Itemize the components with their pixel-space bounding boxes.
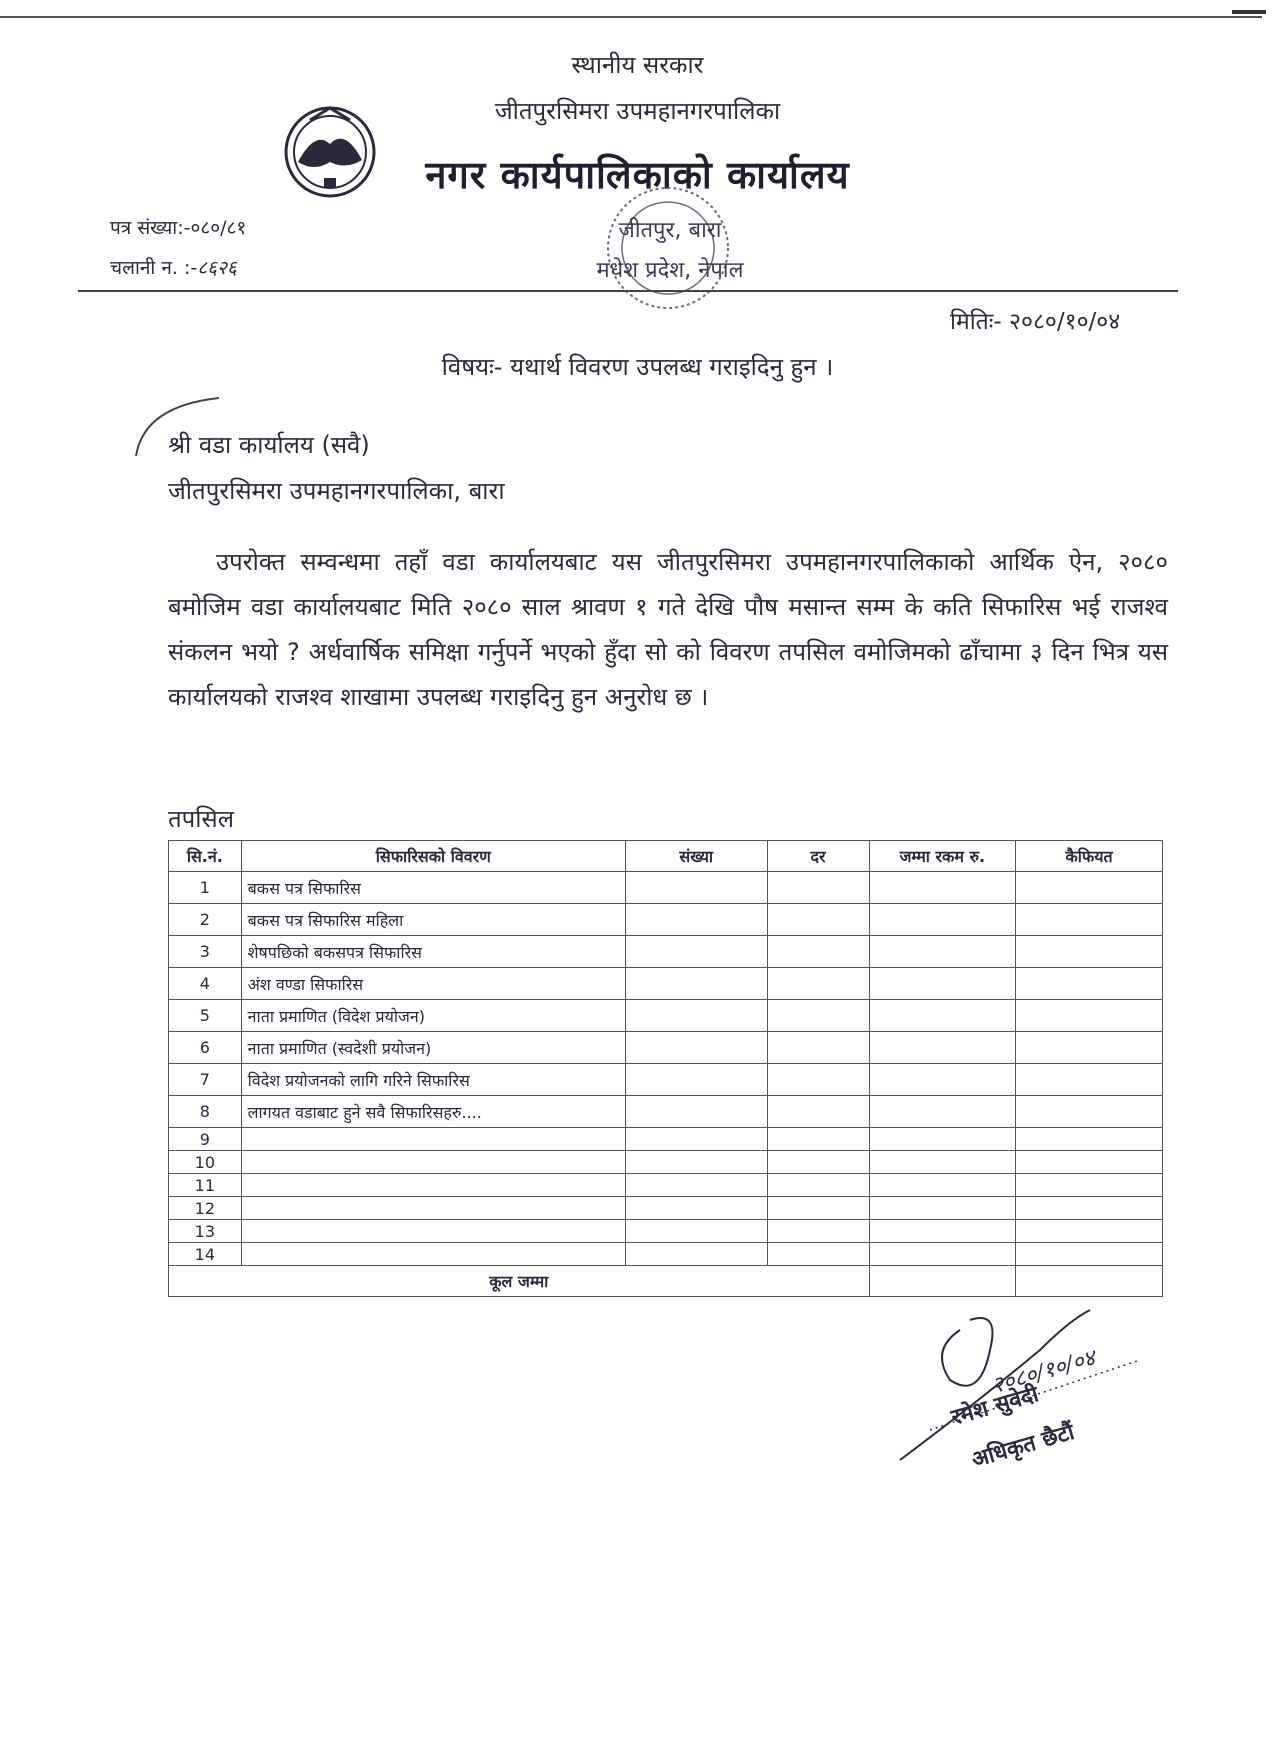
amount-cell [869, 1032, 1016, 1064]
serial-cell: 10 [169, 1151, 242, 1174]
count-cell [625, 1128, 767, 1151]
serial-cell: 6 [169, 1032, 242, 1064]
table-row [169, 1174, 1163, 1197]
remarks-cell [1016, 1197, 1163, 1220]
serial-cell: 11 [169, 1174, 242, 1197]
amount-cell [869, 936, 1016, 968]
remarks-cell [1016, 872, 1163, 904]
amount-cell [869, 1000, 1016, 1032]
remarks-cell [1016, 1243, 1163, 1266]
top-border-line [0, 16, 1262, 18]
count-cell [625, 1064, 767, 1096]
description-cell: बकस पत्र सिफारिस महिला [241, 904, 625, 936]
serial-cell: 12 [169, 1197, 242, 1220]
rate-cell [767, 1151, 869, 1174]
rate-cell [767, 1032, 869, 1064]
rate-cell [767, 968, 869, 1000]
remarks-cell [1016, 1000, 1163, 1032]
serial-cell: 7 [169, 1064, 242, 1096]
table-row [169, 1096, 1163, 1128]
header-description: सिफारिसको विवरण [241, 841, 625, 872]
office-title: नगर कार्यपालिकाको कार्यालय [425, 153, 850, 197]
table-row [169, 1220, 1163, 1243]
remarks-cell [1016, 904, 1163, 936]
dispatch-number [110, 254, 237, 280]
office-place: जीतपुर, बारा [618, 218, 722, 243]
table-row [169, 1243, 1163, 1266]
description-cell: बकस पत्र सिफारिस [241, 872, 625, 904]
remarks-cell [1016, 1220, 1163, 1243]
amount-cell [869, 1243, 1016, 1266]
amount-cell [869, 1128, 1016, 1151]
signatory-name: रमेश सुवेदी [948, 1382, 1042, 1431]
table-row [169, 872, 1163, 904]
remarks-cell [1016, 1174, 1163, 1197]
header-divider [78, 290, 1178, 292]
count-cell [625, 1151, 767, 1174]
serial-cell: 5 [169, 1000, 242, 1032]
recommendation-table [168, 840, 1163, 1297]
amount-cell [869, 968, 1016, 1000]
description-cell: नाता प्रमाणित (विदेश प्रयोजन) [241, 1000, 625, 1032]
serial-cell: 3 [169, 936, 242, 968]
letter-number-label: पत्र संख्या:- [110, 217, 191, 239]
count-cell [625, 1220, 767, 1243]
description-cell [241, 1243, 625, 1266]
table-row [169, 1064, 1163, 1096]
amount-cell [869, 1096, 1016, 1128]
signatory-title: अधिकृत छैटौं [969, 1419, 1078, 1473]
description-cell [241, 1128, 625, 1151]
table-row [169, 1151, 1163, 1174]
letter-body: उपरोक्त सम्वन्धमा तहाँ वडा कार्यालयबाट यस जीतपुरसिमरा उपमहानगरपालिकाको आर्थिक ऐन, २०८० बमोजिम वडा कार्यालयबाट मिति २०८० साल श्रावण १ गते देखि पौष मसान्त सम्म के कति सिफारिस भई राजश्व संकलन भयो ? अर्धवार्षिक समिक्षा गर्नुपर्ने भएको हुँदा सो को विवरण तपसिल वमोजिमको ढाँचामा ३ दिन भित्र यस कार्यालयको राजश्व शाखामा उपलब्ध गराइदिनु हुन अनुरोध छ । [168, 548, 1168, 711]
table-row [169, 968, 1163, 1000]
rate-cell [767, 872, 869, 904]
amount-cell [869, 904, 1016, 936]
rate-cell [767, 1220, 869, 1243]
rate-cell [767, 1174, 869, 1197]
table-row [169, 1128, 1163, 1151]
rate-cell [767, 1064, 869, 1096]
rate-cell [767, 1197, 869, 1220]
amount-cell [869, 1151, 1016, 1174]
serial-cell: 13 [169, 1220, 242, 1243]
serial-cell: 1 [169, 872, 242, 904]
header-rate: दर [767, 841, 869, 872]
count-cell [625, 968, 767, 1000]
description-cell [241, 1197, 625, 1220]
count-cell [625, 1096, 767, 1128]
dispatch-number-value: ८६२६ [197, 257, 237, 279]
letter-subject: विषयः- यथार्थ विवरण उपलब्ध गराइदिनु हुन । [441, 353, 834, 381]
letter-number-value: ०८०/८१ [190, 217, 247, 239]
description-cell: लागयत वडाबाट हुने सवै सिफारिसहरु.... [241, 1096, 625, 1128]
total-label: कूल जम्मा [169, 1266, 870, 1297]
details-label: तपसिल [168, 805, 235, 833]
table-row [169, 1032, 1163, 1064]
description-cell: नाता प्रमाणित (स्वदेशी प्रयोजन) [241, 1032, 625, 1064]
amount-cell [869, 1197, 1016, 1220]
table-row [169, 1000, 1163, 1032]
amount-cell [869, 1220, 1016, 1243]
rate-cell [767, 1243, 869, 1266]
office-province: मधेश प्रदेश, नेपाल [596, 258, 744, 283]
addressee-line-1: श्री वडा कार्यालय (सवै) [168, 431, 370, 459]
count-cell [625, 1243, 767, 1266]
header-serial: सि.नं. [169, 841, 242, 872]
description-cell [241, 1220, 625, 1243]
rate-cell [767, 904, 869, 936]
top-border-mark [1232, 10, 1266, 22]
remarks-cell [1016, 1032, 1163, 1064]
rate-cell [767, 1096, 869, 1128]
rate-cell [767, 936, 869, 968]
header-local-government: स्थानीय सरकार [571, 51, 704, 79]
amount-cell [869, 872, 1016, 904]
count-cell [625, 872, 767, 904]
letter-number [110, 214, 246, 240]
table-row [169, 1197, 1163, 1220]
description-cell [241, 1174, 625, 1197]
signature-date: २०८०/१०/०४ [989, 1345, 1099, 1400]
header-municipality: जीतपुरसिमरा उपमहानगरपालिका [494, 97, 781, 125]
header-count: संख्या [625, 841, 767, 872]
remarks-cell [1016, 968, 1163, 1000]
serial-cell: 9 [169, 1128, 242, 1151]
table-row [169, 904, 1163, 936]
description-cell: विदेश प्रयोजनको लागि गरिने सिफारिस [241, 1064, 625, 1096]
count-cell [625, 1197, 767, 1220]
description-cell [241, 1151, 625, 1174]
count-cell [625, 1032, 767, 1064]
remarks-cell [1016, 1151, 1163, 1174]
count-cell [625, 1000, 767, 1032]
dispatch-number-label: चलानी न. :- [110, 257, 198, 279]
remarks-cell [1016, 936, 1163, 968]
remarks-cell [1016, 1128, 1163, 1151]
serial-cell: 14 [169, 1243, 242, 1266]
serial-cell: 4 [169, 968, 242, 1000]
serial-cell: 2 [169, 904, 242, 936]
table-row [169, 936, 1163, 968]
header-remarks: कैफियत [1016, 841, 1163, 872]
count-cell [625, 1174, 767, 1197]
remarks-cell [1016, 1064, 1163, 1096]
remarks-cell [1016, 1096, 1163, 1128]
addressee-line-2: जीतपुरसिमरा उपमहानगरपालिका, बारा [168, 477, 505, 505]
table-header-row [169, 841, 1163, 872]
letter-date: मितिः- २०८०/१०/०४ [950, 309, 1121, 335]
header-total-amount: जम्मा रकम रु. [869, 841, 1016, 872]
serial-cell: 8 [169, 1096, 242, 1128]
count-cell [625, 904, 767, 936]
description-cell: अंश वण्डा सिफारिस [241, 968, 625, 1000]
rate-cell [767, 1000, 869, 1032]
amount-cell [869, 1064, 1016, 1096]
rate-cell [767, 1128, 869, 1151]
amount-cell [869, 1174, 1016, 1197]
count-cell [625, 936, 767, 968]
description-cell: शेषपछिको बकसपत्र सिफारिस [241, 936, 625, 968]
